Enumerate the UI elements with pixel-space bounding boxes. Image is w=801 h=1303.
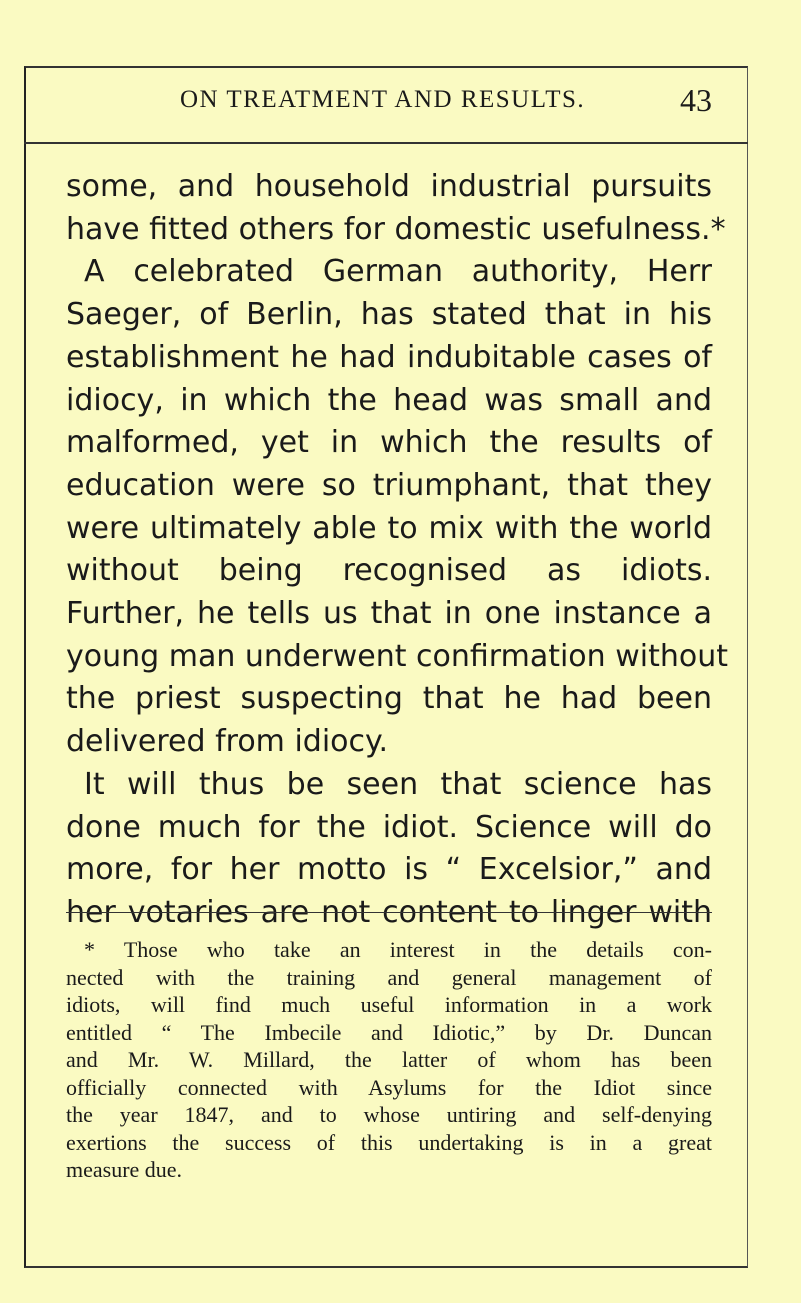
page-number: 43 <box>680 82 712 118</box>
body-text <box>66 166 728 935</box>
body-line: some, and household industrial pursuits <box>66 169 712 204</box>
body-line: establishment he had indubitable cases of <box>66 339 712 375</box>
body-line: young man underwent confirmation without <box>66 638 728 674</box>
running-title: ON TREATMENT AND RESULTS. <box>180 86 586 113</box>
body-line: were ultimately able to mix with the world <box>66 510 712 546</box>
footnote-line: entitled “ The Imbecile and Idiotic,” by Dr. Duncan <box>66 1019 712 1045</box>
body-line: her votaries are not content to linger with <box>66 894 712 930</box>
body-line: education were so triumphant, that they <box>66 467 712 503</box>
footnote <box>66 936 712 1184</box>
body-line: without being recognised as idiots. <box>66 553 712 589</box>
footnote-line: * Those who take an interest in the details con- <box>84 937 712 962</box>
body-line: delivered from idiocy. <box>66 724 389 760</box>
body-line: A celebrated German authority, Herr <box>84 254 712 290</box>
footnote-line: exertions the success of this undertaking is in a great <box>66 1129 712 1155</box>
body-line: Saeger, of Berlin, has stated that in his <box>66 297 712 333</box>
running-head <box>180 82 740 118</box>
footnote-rule <box>66 912 712 913</box>
body-line: done much for the idiot. Science will do <box>66 809 712 845</box>
body-line: idiocy, in which the head was small and <box>66 382 712 418</box>
footnote-line: the year 1847, and to whose untiring and self-denying <box>66 1102 712 1127</box>
footnote-line: and Mr. W. Millard, the latter of whom has been <box>66 1047 712 1072</box>
body-line: malformed, yet in which the results of <box>66 425 712 461</box>
footnote-line: measure due. <box>66 1157 183 1182</box>
body-line: It will thus be seen that science has <box>84 766 712 802</box>
footnote-line: idiots, will find much useful information in a work <box>66 992 712 1017</box>
body-line: more, for her motto is “ Excelsior,” and <box>66 852 712 888</box>
body-line: have fitted others for domestic usefulness.* <box>66 211 726 247</box>
footnote-line: officially connected with Asylums for the Idiot since <box>66 1074 712 1100</box>
body-line: Further, he tells us that in one instance a <box>66 596 712 632</box>
footnote-line: nected with the training and general management of <box>66 964 712 990</box>
body-line: the priest suspecting that he had been <box>66 681 712 717</box>
header-rule <box>24 142 748 144</box>
